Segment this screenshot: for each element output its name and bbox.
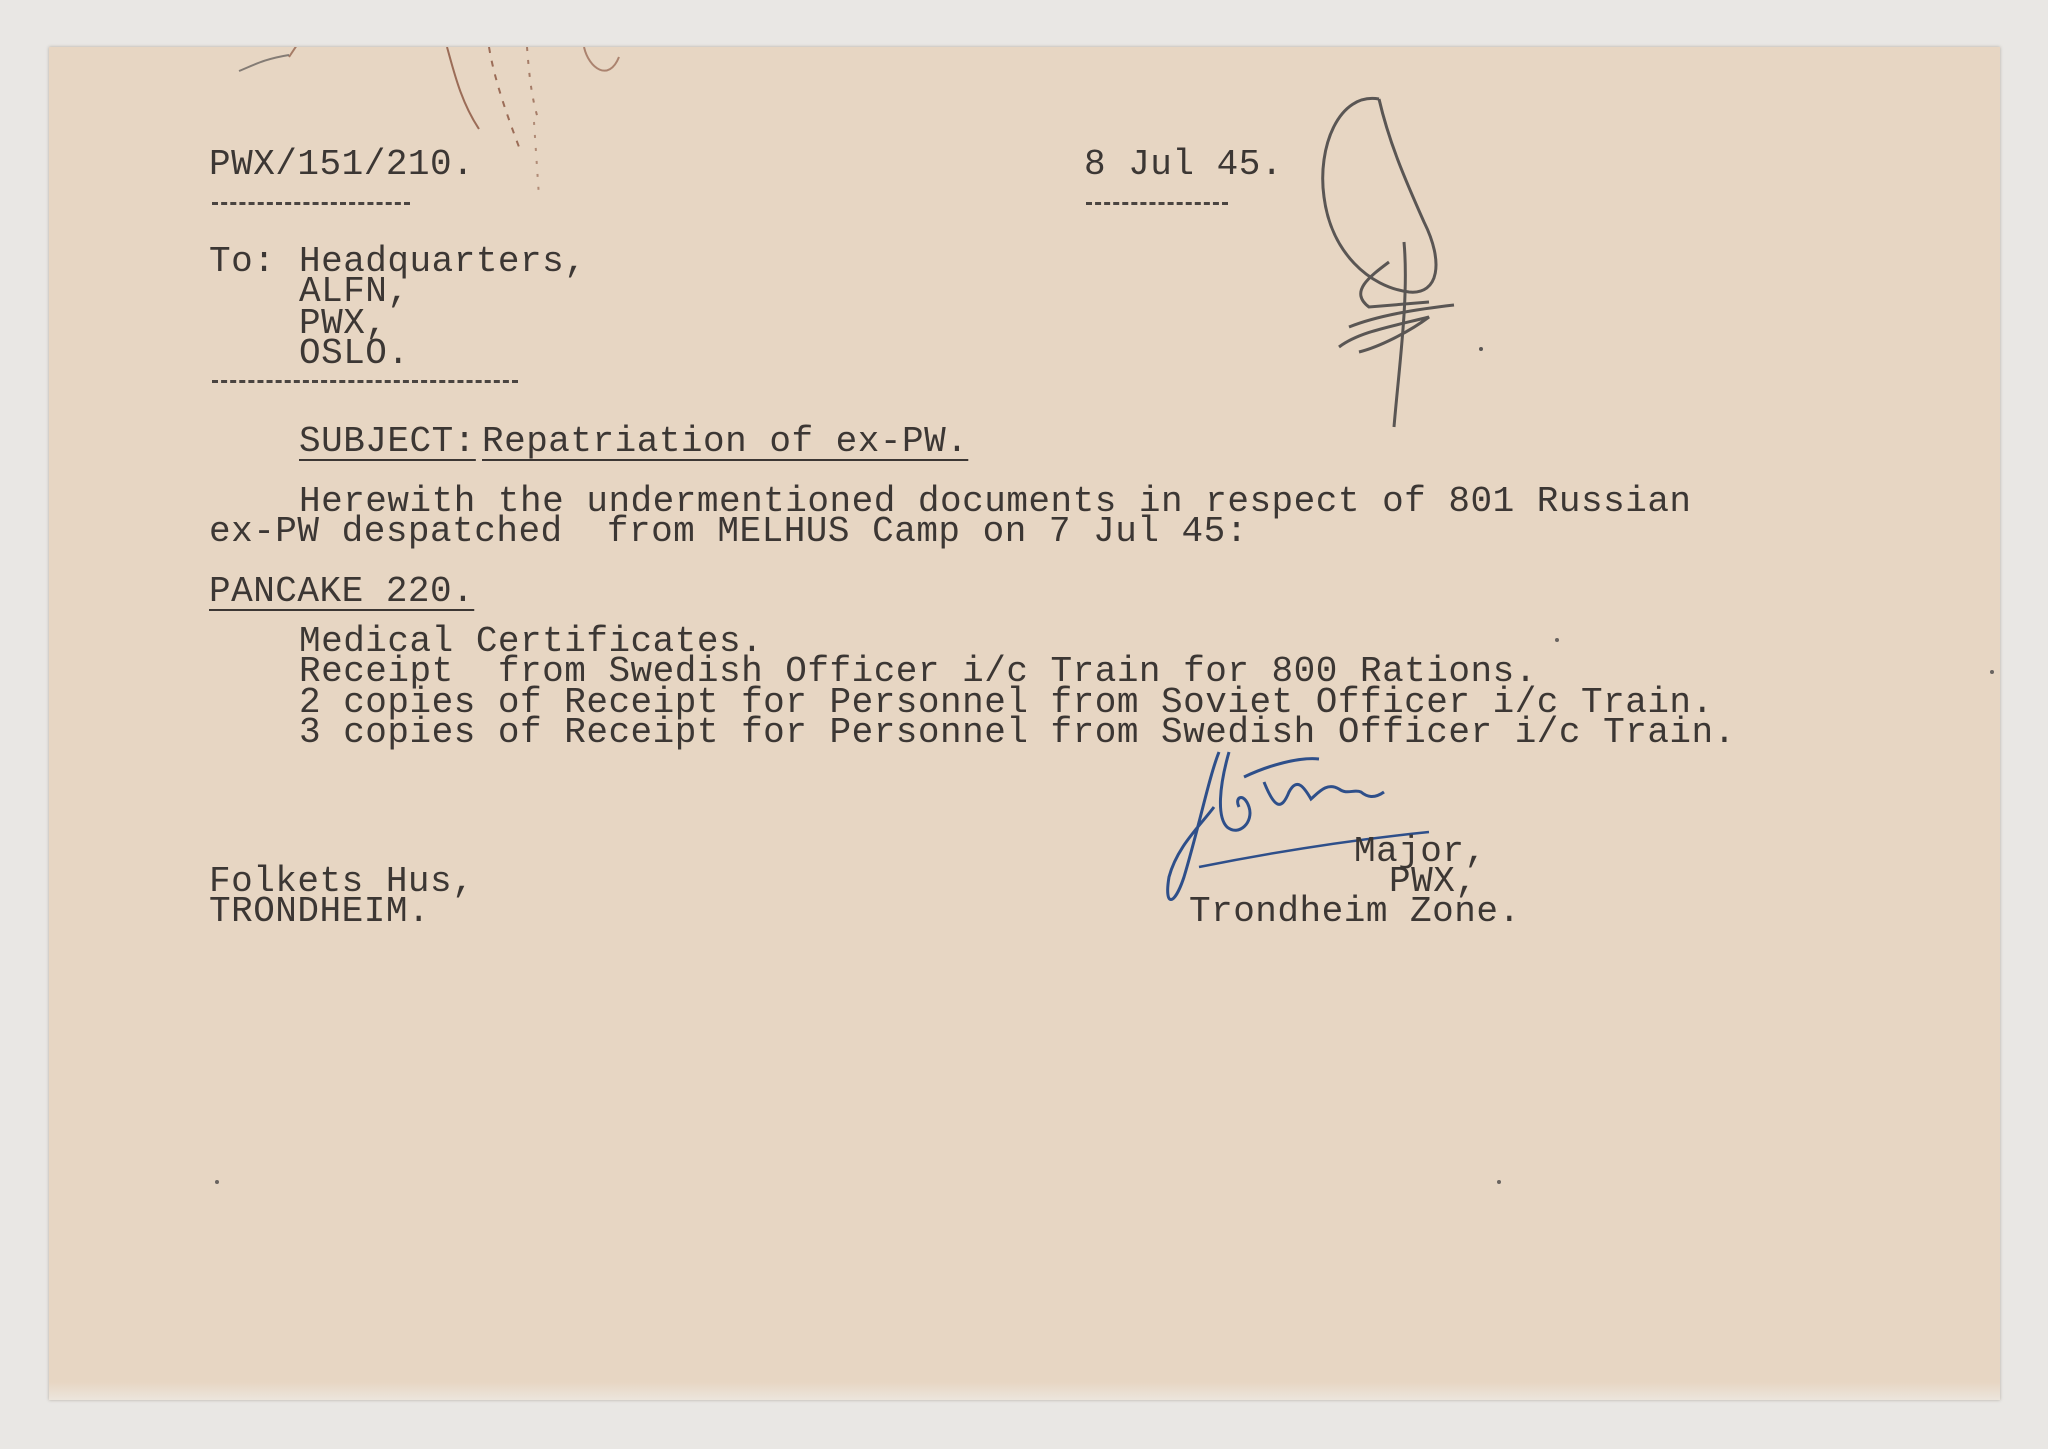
enclosure-item: Receipt from Swedish Officer i/c Train for 800 Rations. xyxy=(299,651,1537,692)
sender-address-line: Folkets Hus, xyxy=(209,861,475,902)
signatory-rank: Major, xyxy=(1354,831,1487,872)
enclosure-item: 3 copies of Receipt for Personnel from Swedish Officer i/c Train. xyxy=(299,712,1736,753)
signatory-zone: Trondheim Zone. xyxy=(1189,891,1521,932)
paper-bottom-edge xyxy=(49,1382,2000,1400)
to-line: OSLO. xyxy=(299,333,410,374)
body-line-1: Herewith the undermentioned documents in respect of 801 Russian xyxy=(299,481,1692,522)
enclosure-item: Medical Certificates. xyxy=(299,621,764,662)
rust-mark xyxy=(447,47,479,129)
letter-date: 8 Jul 45. xyxy=(1084,144,1283,185)
rust-mark xyxy=(527,47,539,122)
signatory-unit: PWX, xyxy=(1389,861,1478,902)
rust-mark xyxy=(534,122,539,197)
speck xyxy=(1555,638,1559,642)
body-line-2: ex-PW despatched from MELHUS Camp on 7 Jul 45: xyxy=(209,511,1248,552)
reference-number: PWX/151/210. xyxy=(209,144,475,185)
to-label: To: xyxy=(209,241,276,282)
pin-scratch xyxy=(239,55,289,71)
sender-address-line: TRONDHEIM. xyxy=(209,891,431,932)
rust-mark xyxy=(584,47,619,71)
rust-mark xyxy=(489,47,519,147)
reference-underline xyxy=(212,202,410,205)
to-line: ALFN, xyxy=(299,271,410,312)
subject-label: SUBJECT: xyxy=(299,421,476,462)
speck xyxy=(1990,670,1994,674)
to-line: PWX, xyxy=(299,303,388,344)
document-page xyxy=(49,47,2000,1400)
date-underline xyxy=(1086,202,1228,205)
address-underline xyxy=(212,380,518,383)
speck xyxy=(215,1180,219,1184)
to-line: Headquarters, xyxy=(299,241,587,282)
section-heading: PANCAKE 220. xyxy=(209,571,475,612)
subject-text: Repatriation of ex-PW. xyxy=(482,421,969,462)
enclosure-item: 2 copies of Receipt for Personnel from Soviet Officer i/c Train. xyxy=(299,682,1714,723)
pencil-initial xyxy=(1323,98,1483,427)
rust-mark xyxy=(289,47,299,57)
speck xyxy=(1497,1180,1501,1184)
